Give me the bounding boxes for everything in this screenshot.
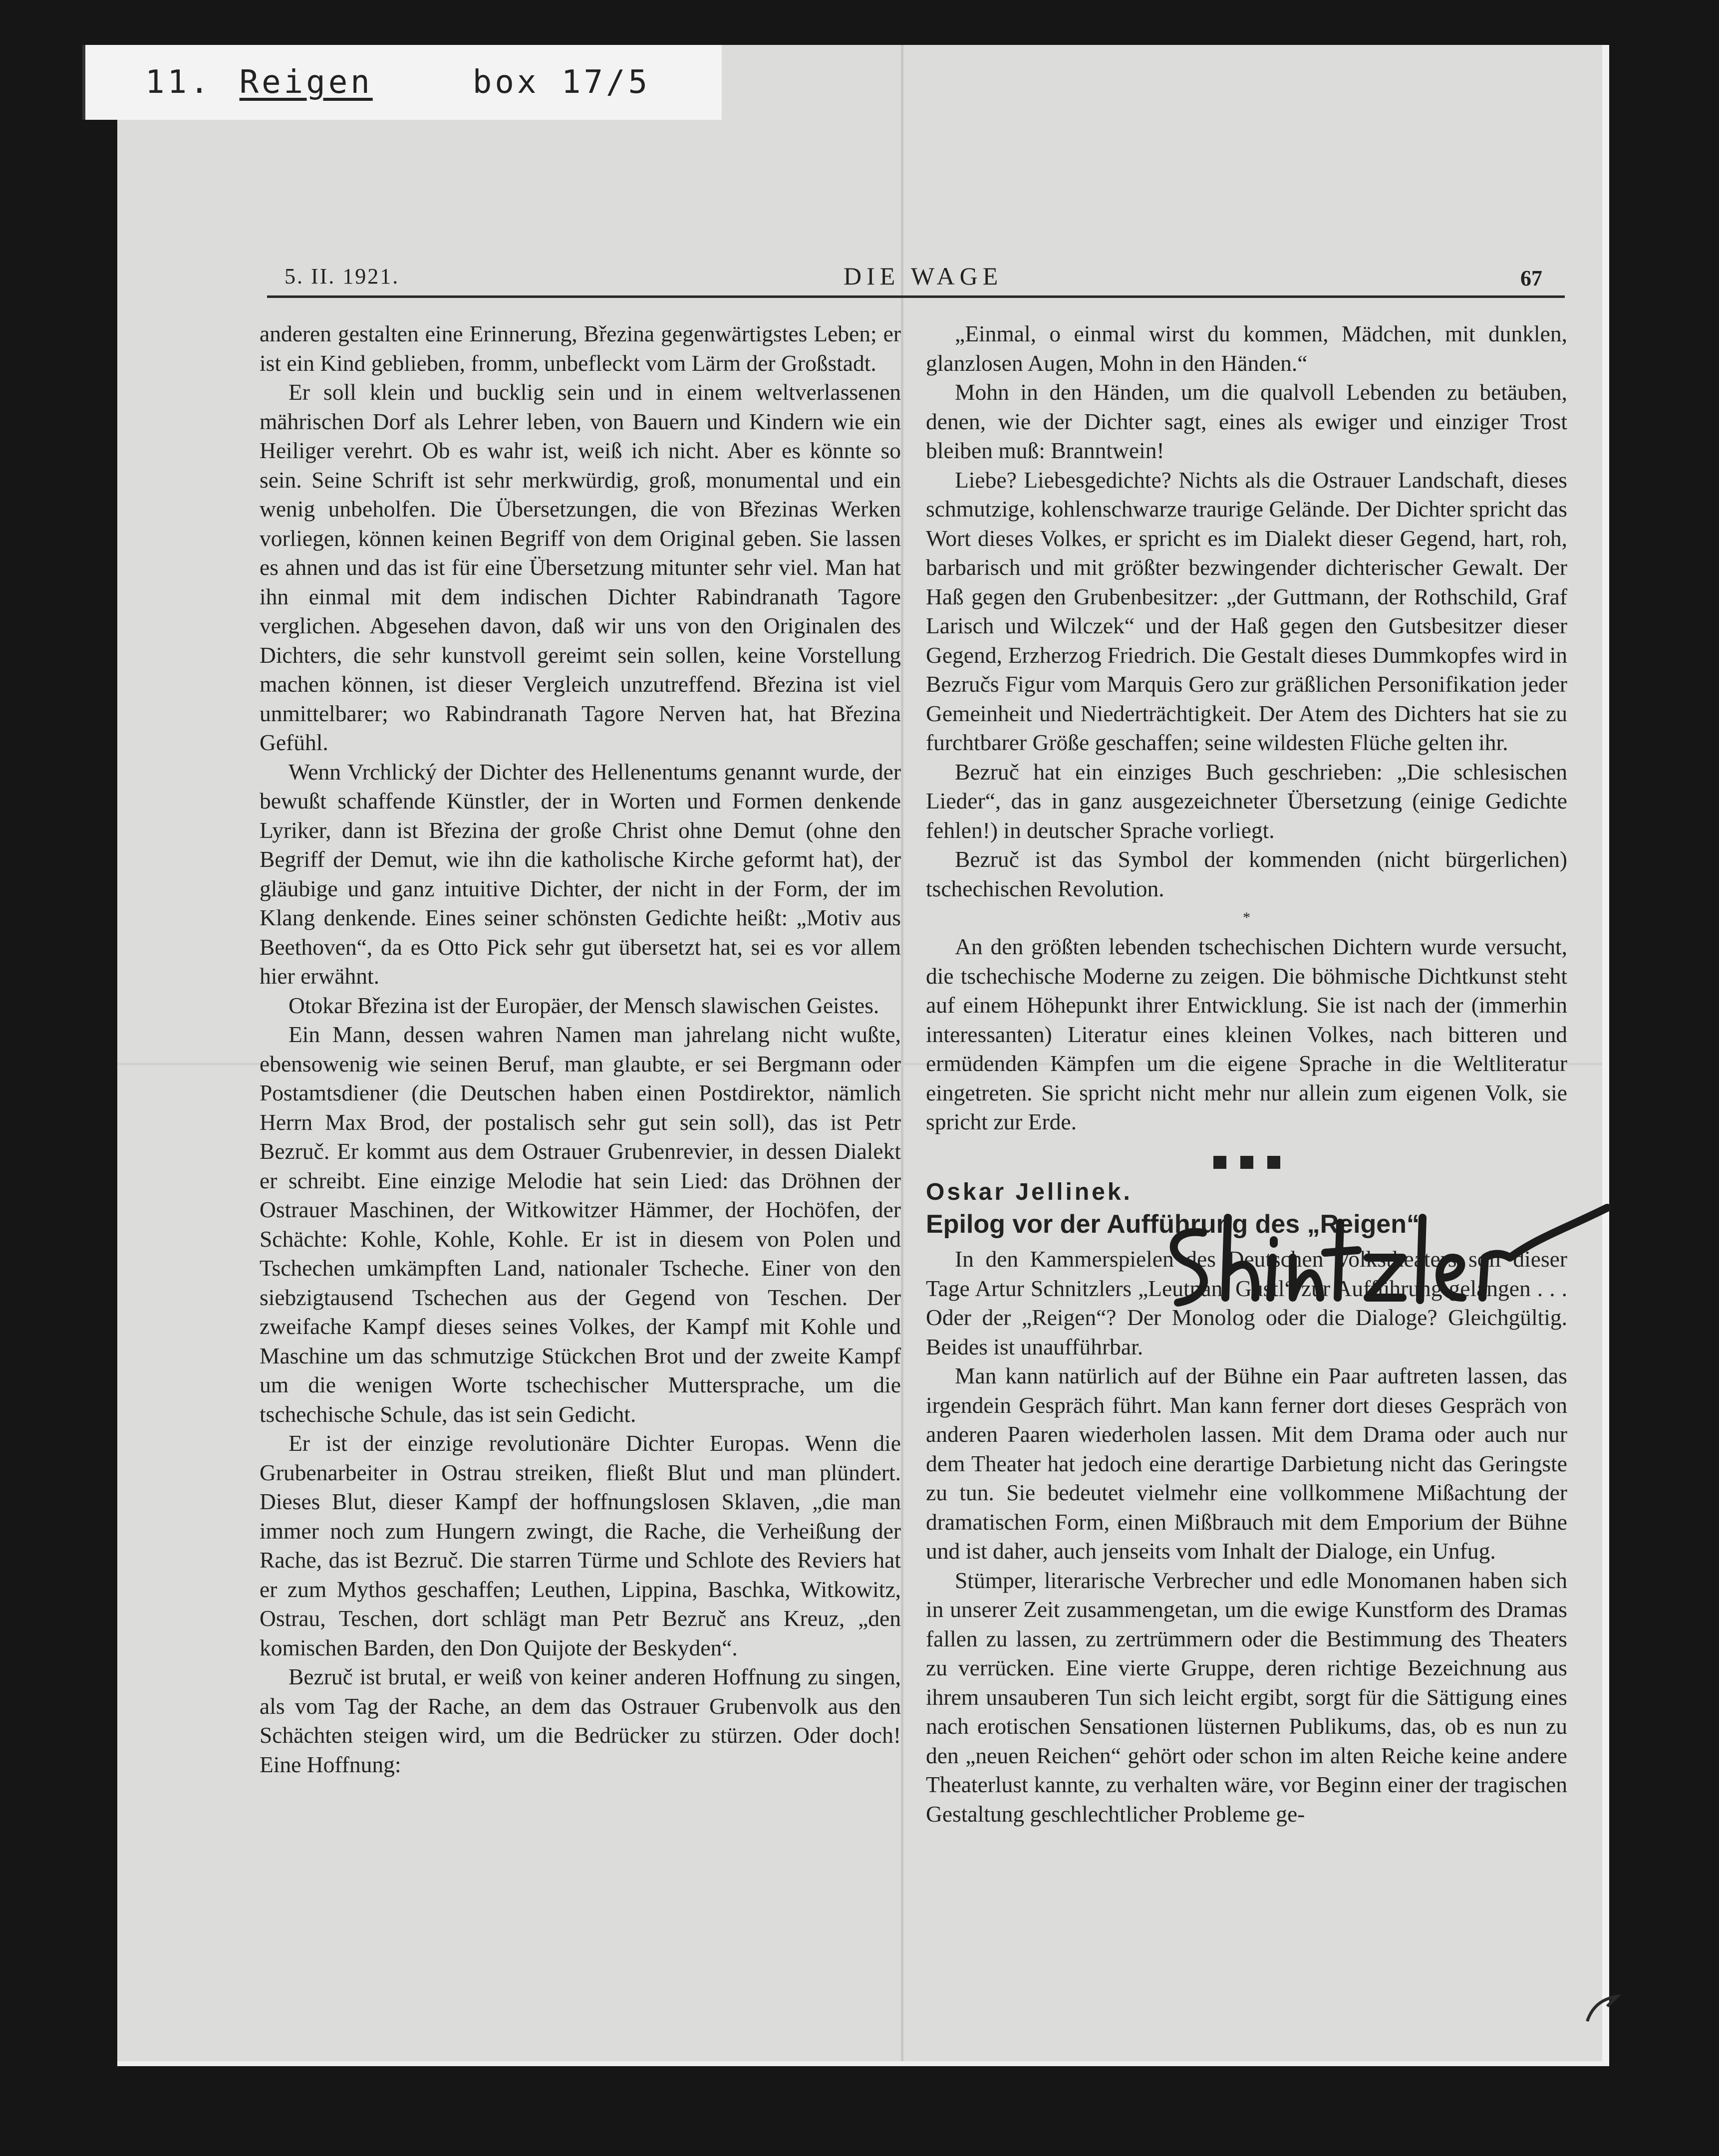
paragraph: „Einmal, o einmal wirst du kommen, Mädchen, mit dunklen, glanzlosen Augen, Mohn in den Händen.“ bbox=[926, 321, 1567, 376]
article-headline: Epilog vor der Aufführung des „Reigen“. bbox=[926, 1210, 1427, 1239]
fold-crease-vertical bbox=[901, 45, 903, 2061]
paragraph: Mohn in den Händen, um die qualvoll Lebenden zu betäuben, denen, wie der Dichter sagt, eines als ewiger und einziger Trost bleiben muß: Branntwein! bbox=[926, 379, 1567, 463]
archive-label bbox=[82, 45, 722, 120]
paragraph: In den Kammerspielen des Deutschen Volkstheaters soll dieser Tage Artur Schnitzlers „Leutnant Gustl“ zur Aufführung gelangen . . . Oder der „Reigen“? Der Monolog oder die Dialoge? Gleichgültig. Beides ist unaufführbar. bbox=[926, 1246, 1567, 1359]
archive-title: Reigen bbox=[239, 64, 373, 101]
paragraph: Bezruč ist brutal, er weiß von keiner anderen Hoffnung zu singen, als vom Tag der Rache, an dem das Ostrauer Grubenvolk aus den Schächten steigen wird, um die Bedrücker zu stürzen. Oder doch! Eine Hoffnung: bbox=[260, 1664, 901, 1777]
right-column bbox=[926, 319, 1567, 1986]
handwritten-signature bbox=[1143, 1198, 1627, 1313]
section-separator: * bbox=[1243, 909, 1250, 926]
paragraph: Er soll klein und bucklig sein und in einem weltverlassenen mährischen Dorf als Lehrer leben, von Bauern und Kindern wie ein Heiliger verehrt. Ob es wahr ist, weiß ich nicht. Aber es könnte so sein. Seine Schrift ist sehr merkwürdig, groß, monumental und ein wenig unbeholfen. Die Übersetzungen, die von Březinas Werken vorliegen, können keinen Begriff von dem Original geben. Sie lassen es ahnen und das ist für eine Übersetzung mitunter sehr viel. Man hat ihn einmal mit dem indischen Dichter Rabindranath Tagore verglichen. Abgesehen davon, daß wir uns von den Originalen des Dichters, die sehr kunstvoll gereimt sein sollen, keine Vorstellung machen können, ist dieser Vergleich unzutreffend. Březina ist viel unmittelbarer; wo Rabindranath Tagore Nerven hat, hat Březina Gefühl. bbox=[260, 379, 901, 755]
masthead bbox=[282, 260, 1545, 295]
paragraph: Otokar Březina ist der Europäer, der Mensch slawischen Geistes. bbox=[288, 992, 879, 1018]
paragraph: Man kann natürlich auf der Bühne ein Paar auftreten lassen, das irgendein Gespräch führt. Man kann ferner dort dieses Gespräch von anderen Paaren wiederholen lassen. Mit dem Drama oder auch nur dem Theater hat jedoch eine derartige Darbietung nicht das Geringste zu tun. Sie bedeutet vielmehr eine vollkommene Mißachtung der dramatischen Form, einen Mißbrauch mit dem Emporium der Bühne und ist daher, auch jenseits vom Inhalt der Dialoge, ein Unfug. bbox=[926, 1363, 1567, 1564]
paragraph: anderen gestalten eine Erinnerung, Březina gegenwärtigstes Leben; er ist ein Kind geblieben, fromm, unbefleckt vom Lärm der Großstadt. bbox=[260, 321, 901, 376]
issue-date: 5. II. 1921. bbox=[285, 264, 400, 288]
section-divider-squares bbox=[926, 1147, 1567, 1169]
paragraph: Stümper, literarische Verbrecher und edle Monomanen haben sich in unserer Zeit zusammengetan, um die ewige Kunstform des Dramas fallen zu lassen, zu zertrümmern oder die Bestimmung des Theaters zu verrücken. Eine vierte Gruppe, deren richtige Bezeichnung aus ihrem unsauberen Tun sich leicht ergibt, sorgt für die Sättigung eines nach erotischen Sensationen lüsternen Publikums, das, ob es nun zu den „neuen Reichen“ gehört oder schon im alten Reiche keine andere Theaterlust kannte, zu verhalten wäre, vor Beginn einer der tragischen Gestaltung geschlechtlicher Probleme ge- bbox=[926, 1567, 1567, 1827]
archive-number: 11. bbox=[145, 64, 212, 101]
paragraph: Bezruč ist das Symbol der kommenden (nicht bürgerlichen) tschechischen Revolution. bbox=[926, 846, 1567, 901]
page-number: 67 bbox=[1520, 266, 1542, 290]
paragraph: Ein Mann, dessen wahren Namen man jahrelang nicht wußte, ebensowenig wie seinen Beruf, man glaubte, er sei Bergmann oder Postamtsdiener (die Deutschen haben einen Postdirektor, nämlich Herrn Max Brod, der postalisch sehr gut sein soll), das ist Petr Bezruč. Er kommt aus dem Ostrauer Grubenrevier, in dessen Dialekt er schreibt. Eine einzige Melodie hat sein Lied: das Dröhnen der Ostrauer Maschinen, der Witkowitzer Hämmer, der Hochöfen, der Schächte: Kohle, Kohle, Kohle. Er ist in diesem von Polen und Tschechen umkämpften Land, nationaler Tscheche. Einer von den siebzigtausend Tschechen aus der Gegend von Teschen. Der zweifache Kampf dieses seines Volkes, der Kampf mit Kohle und Maschine um das schmutzige Stückchen Brot und der zweite Kampf um die wenigen Worte tschechischer Muttersprache, um die tschechische Schule, das ist sein Gedicht. bbox=[260, 1022, 901, 1427]
paragraph: Wenn Vrchlický der Dichter des Hellenentums genannt wurde, der bewußt schaffende Künstler, der in Worten und Formen denkende Lyriker, dann ist Březina der große Christ ohne Demut (ohne den Begriff der Demut, wie ihn die katholische Kirche geformt hat), der gläubige und ganz intuitive Dichter, der nicht in der Form, der im Klang denkende. Eines seiner schönsten Gedichte heißt: „Motiv aus Beethoven“, da es Otto Pick sehr gut übersetzt hat, sei es vor allem hier erwähnt. bbox=[260, 759, 901, 989]
paragraph: Liebe? Liebesgedichte? Nichts als die Ostrauer Landschaft, dieses schmutzige, kohlenschwarze traurige Gelände. Der Dichter spricht das Wort dieses Volkes, er spricht es im Dialekt dieser Gegend, hart, roh, barbarisch und mit größter bezwingender dichterischer Gewalt. Der Haß gegen den Grubenbesitzer: „der Guttmann, der Rothschild, Graf Larisch und Wilczek“ und der Haß gegen den Gutsbesitzer dieser Gegend, Erzherzog Friedrich. Die Gestalt dieses Dummkopfes wird in Bezručs Figur vom Marquis Gero zur gräßlichen Personifikation jeder Gemeinheit und Niederträchtigkeit. Der Atem des Dichters hat sie zu furchtbarer Größe geschaffen; seine wildesten Flüche gelten ihr. bbox=[926, 467, 1567, 755]
paragraph: Er ist der einzige revolutionäre Dichter Europas. Wenn die Grubenarbeiter in Ostrau streiken, fließt Blut und man plündert. Dieses Blut, dieser Kampf der hoffnungslosen Sklaven, „die man immer noch zum Hungern zwingt, die Rache, die Verheißung der Rache, das ist Bezruč. Die starren Türme und Schlote des Reviers hat er zum Mythos geschaffen; Leuthen, Lippina, Baschka, Witkowitz, Ostrau, Teschen, dort schlägt man Petr Bezruč ans Kreuz, „den komischen Barden, den Don Quijote der Beskyden“. bbox=[260, 1430, 901, 1660]
archive-box: box 17/5 bbox=[472, 64, 651, 101]
header-rule bbox=[267, 295, 1565, 298]
paragraph: An den größten lebenden tschechischen Dichtern wurde versucht, die tschechische Moderne zu zeigen. Die böhmische Dichtkunst steht auf einem Höhepunkt ihrer Entwicklung. Sie ist nach der (immerhin interessanten) Literatur eines kleinen Volkes, nach bitteren und ermüdenden Kämpfen um die eigene Sprache in die Weltliteratur eingetreten. Sie spricht nicht mehr nur allein zum eigenen Volk, sie spricht zur Erde. bbox=[926, 934, 1567, 1134]
article-author: Oskar Jellinek. bbox=[926, 1178, 1133, 1205]
corner-tab-mark bbox=[1577, 1991, 1622, 2026]
left-column bbox=[260, 319, 901, 1986]
publication-name: DIE WAGE bbox=[844, 262, 1003, 290]
paragraph: Bezruč hat ein einziges Buch geschrieben: „Die schlesischen Lieder“, das in ganz ausgezeichneter Übersetzung (einige Gedichte fehlen!) in deutscher Sprache vorliegt. bbox=[926, 759, 1567, 843]
